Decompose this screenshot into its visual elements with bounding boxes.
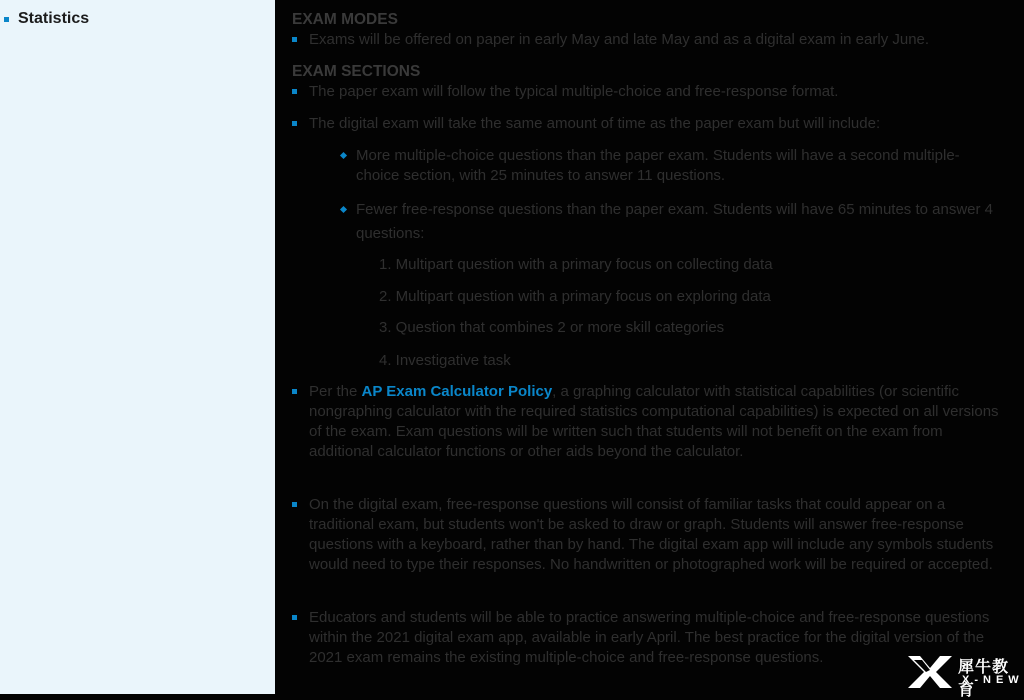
list-item bbox=[292, 82, 1002, 102]
bullet-icon bbox=[4, 17, 9, 22]
list-item-text: Educators and students will be able to practice answering multiple-choice and free-response questions within the 2021 digital exam app, available in early April. The best practice for the digital version of the 2021 exam remains the existing multiple-choice and free-response questions. bbox=[309, 609, 990, 666]
list-item bbox=[292, 30, 1002, 50]
list-item-text: The digital exam will take the same amount of time as the paper exam but will include: bbox=[309, 115, 881, 132]
bullet-icon bbox=[292, 89, 297, 94]
sub-list-item-text: More multiple-choice questions than the paper exam. Students will have a second multiple-choice section, with 25 minutes to answer 11 questions. bbox=[356, 147, 960, 184]
list-item-text: The paper exam will follow the typical multiple-choice and free-response format. bbox=[309, 83, 839, 100]
calculator-policy-link[interactable]: AP Exam Calculator Policy bbox=[361, 383, 553, 400]
sub-list-item bbox=[341, 198, 1001, 246]
sidebar bbox=[0, 0, 275, 694]
numbered-item: 3. Question that combines 2 or more skill categories bbox=[379, 319, 725, 336]
list-item-text bbox=[309, 382, 1002, 462]
calc-rest: , a graphing calculator with statistical capabilities (or scientific nongraphing calculator with the required statistics computational capabilities) is expected on all versions of the exam. Exam questions will be written such that students will not benefit on the exam from additional calculator functions or other aids beyond the calculator. bbox=[309, 383, 999, 460]
calc-prefix: Per the bbox=[309, 383, 362, 400]
watermark-en: X-NEW bbox=[962, 674, 1024, 686]
watermark-cn: 犀牛教育 bbox=[958, 659, 1010, 699]
diamond-bullet-icon bbox=[340, 152, 347, 159]
sub-list-item bbox=[341, 146, 1001, 186]
list-item-text: On the digital exam, free-response questions will consist of familiar tasks that could appear on a traditional exam, but students won't be asked to draw or graph. Students will answer free-response questions with a keyboard, rather than by hand. The digital exam app will include any symbols students would need to type their responses. No handwritten or photographed work will be required or accepted. bbox=[309, 496, 994, 573]
numbered-item: 4. Investigative task bbox=[379, 352, 511, 369]
list-item bbox=[292, 608, 1002, 668]
bullet-icon bbox=[292, 37, 297, 42]
list-item bbox=[292, 382, 1002, 462]
rhino-logo-icon bbox=[906, 650, 954, 690]
bullet-icon bbox=[292, 615, 297, 620]
list-item-text: Exams will be offered on paper in early May and late May and as a digital exam in early June. bbox=[309, 31, 930, 48]
sub-list-item-text: Fewer free-response questions than the paper exam. Students will have 65 minutes to answer 4 questions: bbox=[356, 201, 994, 242]
exam-sections-heading: EXAM SECTIONS bbox=[292, 63, 421, 80]
numbered-item: 2. Multipart question with a primary focus on exploring data bbox=[379, 288, 771, 305]
bullet-icon bbox=[292, 502, 297, 507]
exam-modes-heading: EXAM MODES bbox=[292, 11, 398, 28]
bullet-icon bbox=[292, 121, 297, 126]
sidebar-item-label: Statistics bbox=[18, 10, 90, 27]
bullet-icon bbox=[292, 389, 297, 394]
numbered-item: 1. Multipart question with a primary focus on collecting data bbox=[379, 256, 773, 273]
sidebar-item-statistics[interactable] bbox=[4, 10, 89, 28]
list-item bbox=[292, 495, 1002, 575]
main-content bbox=[275, 0, 1024, 694]
list-item bbox=[292, 114, 1002, 134]
watermark-logo bbox=[906, 650, 1024, 699]
diamond-bullet-icon bbox=[340, 206, 347, 213]
